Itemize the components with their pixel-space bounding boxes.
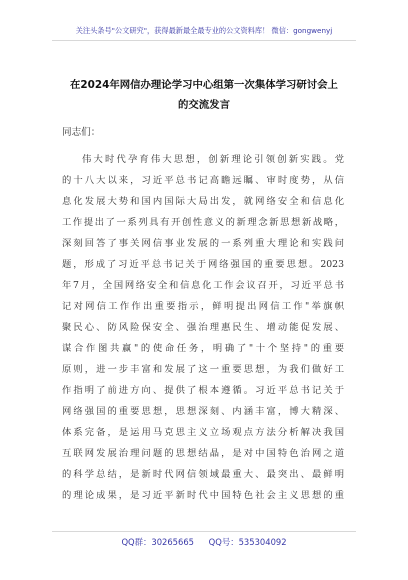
document-title-line-2: 的交流发言 [178,99,230,111]
header-banner: 关注头条号"公文研究"，获得最新最全最专业的公文资料库！ 微信：gongwenyj [75,26,333,35]
document-title-line-1: 在2024年网信办理论学习中心组第一次集体学习研讨会上 [70,79,338,91]
body-line: 年7月，全国网络安全和信息化工作会议召开，习近平总书 [62,280,344,291]
body-line: 的理论成果，是习近平新时代中国特色社会主义思想的重 [62,490,344,501]
body-line: 息化发展大势和国内国际大局出发，就网络安全和信息化 [62,196,344,207]
footer-divider [52,531,356,532]
body-line: 原则，进一步丰富和发展了这一重要思想，为我们做好工 [62,364,344,375]
salutation: 同志们： [62,127,101,138]
body-line: 记对网信工作作出重要指示，鲜明提出网信工作"举旗帜 [62,301,344,312]
footer-contact [0,536,408,548]
footer-qq-group: QQ群：30265665 [121,537,194,547]
footer-qq-number: QQ号：535304092 [208,537,287,547]
body-line: 谋合作图共赢"的使命任务，明确了"十个坚持"的重要 [62,343,344,354]
body-line: 伟大时代孕育伟大思想，创新理论引领创新实践。党 [82,154,344,165]
body-line: 的十八大以来，习近平总书记高瞻远瞩、审时度势，从信 [62,175,344,186]
body-line: 深刻回答了事关网信事业发展的一系列重大理论和实践问 [62,238,344,249]
body-line: 聚民心、防风险保安全、强治理惠民生、增动能促发展、 [62,322,344,333]
body-line: 网络强国的重要思想，思想深刻、内涵丰富，博大精深、 [62,406,344,417]
header-divider [52,40,356,41]
body-line: 体系完备，是运用马克思主义立场观点方法分析解决我国 [62,427,344,438]
body-line: 作指明了前进方向、提供了根本遵循。习近平总书记关于 [62,385,344,396]
body-line: 题，形成了习近平总书记关于网络强国的重要思想。2023 [62,259,344,270]
body-line: 工作提出了一系列具有开创性意义的新理念新思想新战略， [62,217,344,228]
body-line: 的科学总结，是新时代网信领域最重大、最突出、最鲜明 [62,469,344,480]
body-line: 互联网发展治理问题的思想结晶，是对中国特色治网之道 [62,448,344,459]
